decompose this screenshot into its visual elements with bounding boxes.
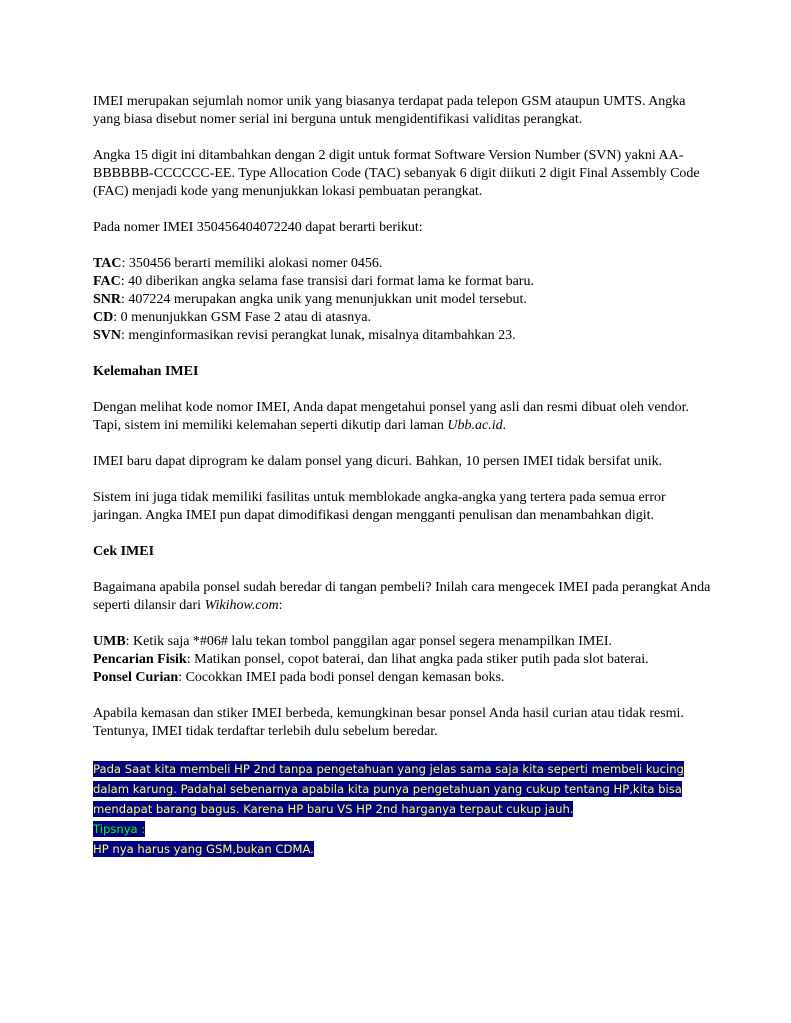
definition-term: CD xyxy=(93,310,114,325)
source-ubb: Ubb.ac.id xyxy=(447,418,503,433)
definition-item xyxy=(93,309,713,327)
definition-list xyxy=(93,255,713,345)
paragraph-stolen-phones: IMEI baru dapat diprogram ke dalam ponsel yang dicuri. Bahkan, 10 persen IMEI tidak bersifat unik. xyxy=(93,454,663,469)
paragraph-conclusion: Apabila kemasan dan stiker IMEI berbeda, kemungkinan besar ponsel Anda hasil curian atau tidak resmi. Tentunya, IMEI tidak terdaftar terlebih dulu sebelum beredar. xyxy=(93,706,684,739)
highlighted-note xyxy=(93,759,713,859)
definition-term: TAC xyxy=(93,256,122,271)
tip-item: HP nya harus yang GSM,bukan CDMA. xyxy=(93,842,314,856)
definition-text: : 407224 merupakan angka unik yang menunjukkan unit model tersebut. xyxy=(121,292,527,307)
check-step-term: Pencarian Fisik xyxy=(93,652,187,667)
check-steps-list xyxy=(93,633,713,687)
check-step-text: : Ketik saja *#06# lalu tekan tombol panggilan agar ponsel segera menampilkan IMEI. xyxy=(125,634,613,649)
definition-item xyxy=(93,291,713,309)
definition-text: : 350456 berarti memiliki alokasi nomer 0456. xyxy=(121,256,383,271)
definition-term: SNR xyxy=(93,292,122,307)
check-step-text: : Matikan ponsel, copot baterai, dan lihat angka pada stiker putih pada slot baterai. xyxy=(186,652,649,667)
highlight-line: Pada Saat kita membeli HP 2nd tanpa pengetahuan yang jelas sama saja kita seperti membeli kucing xyxy=(93,762,684,776)
paragraph-check-intro: Bagaimana apabila ponsel sudah beredar di tangan pembeli? Inilah cara mengecek IMEI pada perangkat Anda seperti dilansir dari Wikihow.com: xyxy=(93,580,711,613)
definition-term: SVN xyxy=(93,328,122,343)
paragraph-svn-format: Angka 15 digit ini ditambahkan dengan 2 digit untuk format Software Version Number (SVN) yakni AA-BBBBBB-CCCCCC-EE. Type Allocation Code (TAC) sebanyak 6 digit diikuti 2 digit Final Assembly Code (FAC) menjadi kode yang menunjukkan lokasi pembuatan perangkat. xyxy=(93,148,700,199)
document-body xyxy=(93,93,713,859)
paragraph-imei-example: Pada nomer IMEI 350456404072240 dapat berarti berikut: xyxy=(93,220,423,235)
definition-item xyxy=(93,255,713,273)
tips-label: Tipsnya : xyxy=(93,822,146,836)
source-wikihow: Wikihow.com xyxy=(204,598,279,613)
paragraph-imei-intro: IMEI merupakan sejumlah nomor unik yang biasanya terdapat pada telepon GSM ataupun UMTS. Angka yang biasa disebut nomer serial ini berguna untuk mengidentifikasi validitas perangkat. xyxy=(93,94,686,127)
spacer xyxy=(93,687,713,705)
check-step-item xyxy=(93,669,713,687)
highlight-line: mendapat barang bagus. Karena HP baru VS HP 2nd harganya terpaut cukup jauh. xyxy=(93,802,574,816)
definition-text: : 40 diberikan angka selama fase transisi dari format lama ke format baru. xyxy=(120,274,534,289)
check-step-text: : Cocokkan IMEI pada bodi ponsel dengan kemasan boks. xyxy=(178,670,505,685)
check-step-item xyxy=(93,651,713,669)
check-step-item xyxy=(93,633,713,651)
definition-text: : menginformasikan revisi perangkat lunak, misalnya ditambahkan 23. xyxy=(121,328,516,343)
definition-text: : 0 menunjukkan GSM Fase 2 atau di atasnya. xyxy=(113,310,372,325)
heading-kelemahan: Kelemahan IMEI xyxy=(93,364,199,379)
definition-term: FAC xyxy=(93,274,121,289)
paragraph-weakness-intro: Dengan melihat kode nomor IMEI, Anda dapat mengetahui ponsel yang asli dan resmi dibuat oleh vendor. Tapi, sistem ini memiliki kelemahan seperti dikutip dari laman Ubb.ac.id. xyxy=(93,400,690,433)
definition-item xyxy=(93,273,713,291)
highlight-line: dalam karung. Padahal sebenarnya apabila kita punya pengetahuan yang cukup tentang HP,kita bisa xyxy=(93,782,682,796)
check-step-term: Ponsel Curian xyxy=(93,670,179,685)
paragraph-no-blocking: Sistem ini juga tidak memiliki fasilitas untuk memblokade angka-angka yang tertera pada semua error jaringan. Angka IMEI pun dapat dimodifikasi dengan mengganti penulisan dan menambahkan digit. xyxy=(93,490,666,523)
heading-cek-imei: Cek IMEI xyxy=(93,544,155,559)
spacer xyxy=(93,345,713,363)
check-step-term: UMB xyxy=(93,634,126,649)
definition-item xyxy=(93,327,713,345)
